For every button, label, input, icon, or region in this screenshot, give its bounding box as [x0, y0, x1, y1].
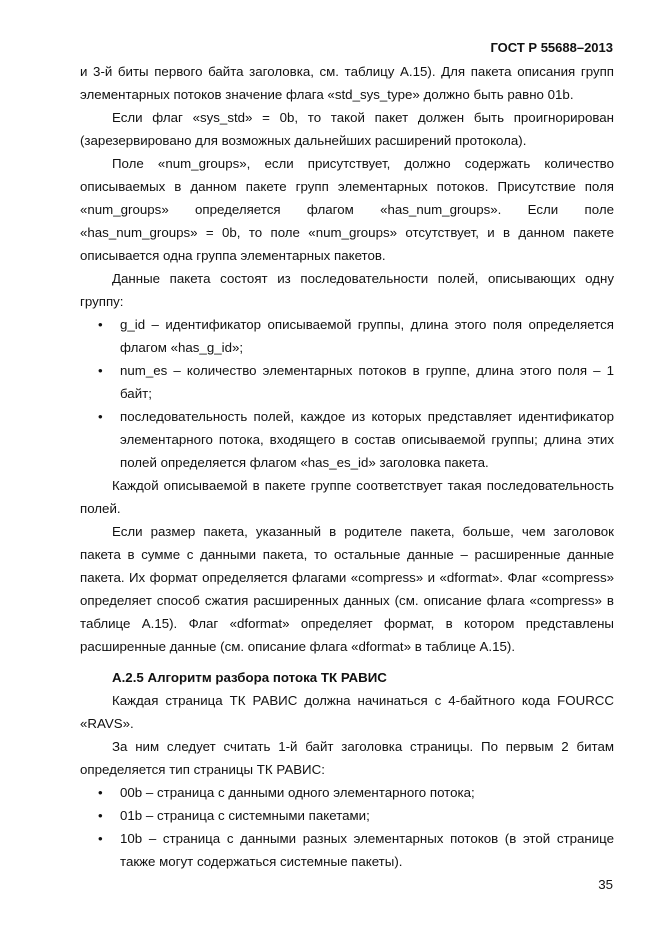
document-code-header: ГОСТ Р 55688–2013	[490, 40, 613, 55]
list-item: • 01b – страница с системными пакетами;	[80, 804, 614, 827]
list-item: • 10b – страница с данными разных элементарных потоков (в этой странице также могут содержаться системные пакеты).	[80, 827, 614, 873]
paragraph-packet-data: Данные пакета состоят из последовательности полей, описывающих одну группу:	[80, 271, 614, 309]
paragraph-sys-std: Если флаг «sys_std» = 0b, то такой пакет должен быть проигнорирован (зарезервировано для возможных дальнейших расширений протокола).	[80, 110, 614, 148]
page-body	[80, 60, 614, 873]
list-item: • num_es – количество элементарных потоков в группе, длина этого поля – 1 байт;	[80, 359, 614, 405]
list-item: • последовательность полей, каждое из которых представляет идентификатор элементарного потока, входящего в состав описываемой группы; длина этих полей определяется флагом «has_es_id» заголовка пакета.	[80, 405, 614, 474]
page-number: 35	[598, 877, 613, 892]
paragraph-group-sequence: Каждой описываемой в пакете группе соответствует такая последовательность полей.	[80, 478, 614, 516]
paragraph-continuation: и 3-й биты первого байта заголовка, см. таблицу А.15). Для пакета описания групп элементарных потоков значение флага «std_sys_type» должно быть равно 01b.	[80, 64, 614, 102]
paragraph-extended-data: Если размер пакета, указанный в родителе пакета, больше, чем заголовок пакета в сумме с данными пакета, то остальные данные – расширенные данные пакета. Их формат определяется флагами «compress» и «dformat». Флаг «compress» определяет способ сжатия расширенных данных (см. описание флага «compress» в таблице А.15). Флаг «dformat» определяет формат, в котором представлены расширенные данные (см. описание флага «dformat» в таблице А.15).	[80, 524, 614, 654]
list-item: • 00b – страница с данными одного элементарного потока;	[80, 781, 614, 804]
field-list	[80, 313, 614, 474]
paragraph-fourcc: Каждая страница ТК РАВИС должна начинаться с 4-байтного кода FOURCC «RAVS».	[80, 693, 614, 731]
list-item: • g_id – идентификатор описываемой группы, длина этого поля определяется флагом «has_g_id»;	[80, 313, 614, 359]
paragraph-num-groups: Поле «num_groups», если присутствует, должно содержать количество описываемых в данном пакете групп элементарных потоков. Присутствие поля «num_groups» определяется флагом «has_num_groups». Если поле «has_num_groups» = 0b, то поле «num_groups» отсутствует, и в данном пакете описывается одна группа элементарных пакетов.	[80, 156, 614, 263]
page-type-list	[80, 781, 614, 873]
paragraph-page-type: За ним следует считать 1-й байт заголовка страницы. По первым 2 битам определяется тип страницы ТК РАВИС:	[80, 739, 614, 777]
section-heading: А.2.5 Алгоритм разбора потока ТК РАВИС	[112, 670, 387, 685]
